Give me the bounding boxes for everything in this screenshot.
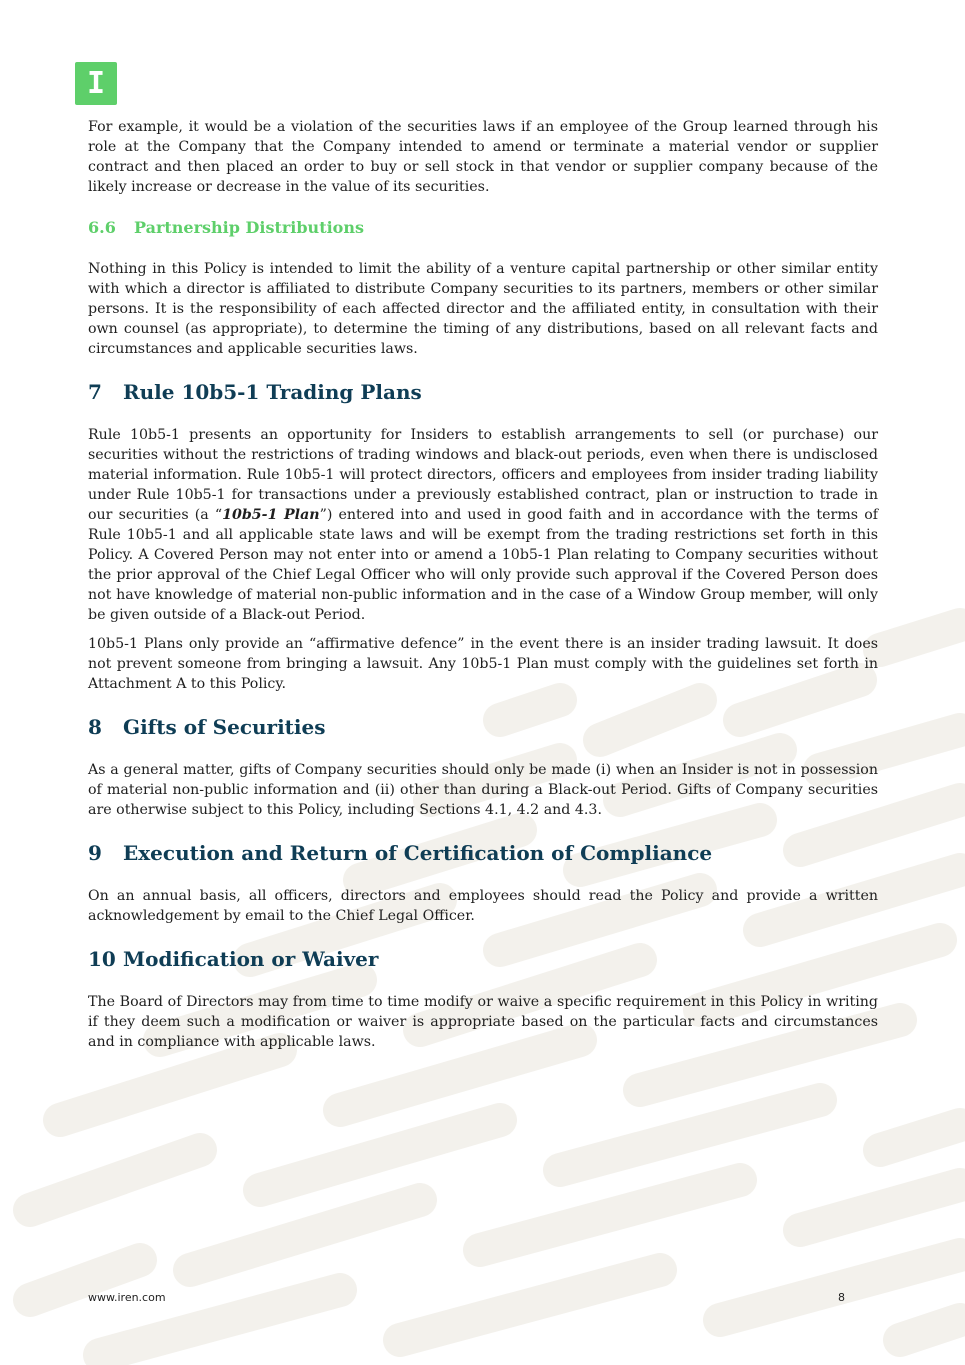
section-number: 8 xyxy=(88,715,102,739)
section-8-heading xyxy=(88,714,878,740)
section-title: Rule 10b5-1 Trading Plans xyxy=(123,380,422,404)
text-run: Rule 10b5-1 presents an opportunity for Insiders to establish arrangements to sell (or purchase) our securities without the restrictions of trading windows and black-out periods, even when there is undisclosed material information. Rule 10b5-1 will protect directors, officers and employees from insider trading liability under Rule 10b5-1 for transactions under a previously established contract, plan or instruction to trade in our securities (a “ xyxy=(88,427,878,523)
section-number: 6.6 xyxy=(88,218,116,237)
intro-paragraph: For example, it would be a violation of the securities laws if an employee of the Group learned through his role at the Company that the Company intended to amend or terminate a material vendor or supplier contract and then placed an order to buy or sell stock in that vendor or supplier company because of the likely increase or decrease in the value of its securities. xyxy=(88,119,878,195)
section-6-6-heading xyxy=(88,217,878,239)
text-run: ”) entered into and used in good faith and in accordance with the terms of Rule 10b5-1 and all applicable state laws and will be exempt from the trading restrictions set forth in this Policy. A Covered Person may not enter into or amend a 10b5-1 Plan relating to Company securities without the prior approval of the Chief Legal Officer who will only provide such approval if the Covered Person does not have knowledge of material non-public information and in the case of a Window Group member, will only be given outside of a Black-out Period. xyxy=(88,507,878,623)
section-9-heading xyxy=(88,840,878,866)
section-6-6-body: Nothing in this Policy is intended to limit the ability of a venture capital partnership or other similar entity with which a director is affiliated to distribute Company securities to its partners, members or other similar persons. It is the responsibility of each affected director and the affiliated entity, in consultation with their own counsel (as appropriate), to determine the timing of any distributions, based on all relevant facts and circumstances and applicable securities laws. xyxy=(88,261,878,357)
defined-term: 10b5-1 Plan xyxy=(222,507,320,523)
section-title: Execution and Return of Certification of Compliance xyxy=(123,841,713,865)
company-logo xyxy=(75,62,117,105)
section-number: 10 xyxy=(88,947,116,971)
section-number: 7 xyxy=(88,380,102,404)
section-7-paragraph-1 xyxy=(88,425,878,625)
section-7-paragraph-2: 10b5-1 Plans only provide an “affirmative defence” in the event there is an insider trading lawsuit. It does not prevent someone from bringing a lawsuit. Any 10b5-1 Plan must comply with the guidelines set forth in Attachment A to this Policy. xyxy=(88,636,878,692)
section-title: Modification or Waiver xyxy=(123,947,379,971)
section-10-body: The Board of Directors may from time to time modify or waive a specific requirement in this Policy in writing if they deem such a modification or waiver is appropriate based on the particular facts and circumstances and in compliance with applicable laws. xyxy=(88,994,878,1050)
section-number: 9 xyxy=(88,841,102,865)
document-body xyxy=(88,117,878,1061)
section-7-heading xyxy=(88,379,878,405)
section-title: Partnership Distributions xyxy=(134,218,364,237)
logo-letter: I xyxy=(86,66,106,101)
section-8-body: As a general matter, gifts of Company securities should only be made (i) when an Insider is not in possession of material non-public information and (ii) other than during a Black-out Period. Gifts of Company securities are otherwise subject to this Policy, including Sections 4.1, 4.2 and 4.3. xyxy=(88,762,878,818)
page-number: 8 xyxy=(838,1291,845,1304)
section-9-body: On an annual basis, all officers, directors and employees should read the Policy and provide a written acknowledgement by email to the Chief Legal Officer. xyxy=(88,888,878,924)
section-title: Gifts of Securities xyxy=(123,715,326,739)
section-10-heading xyxy=(88,946,878,972)
footer-website-link[interactable]: www.iren.com xyxy=(88,1291,166,1304)
